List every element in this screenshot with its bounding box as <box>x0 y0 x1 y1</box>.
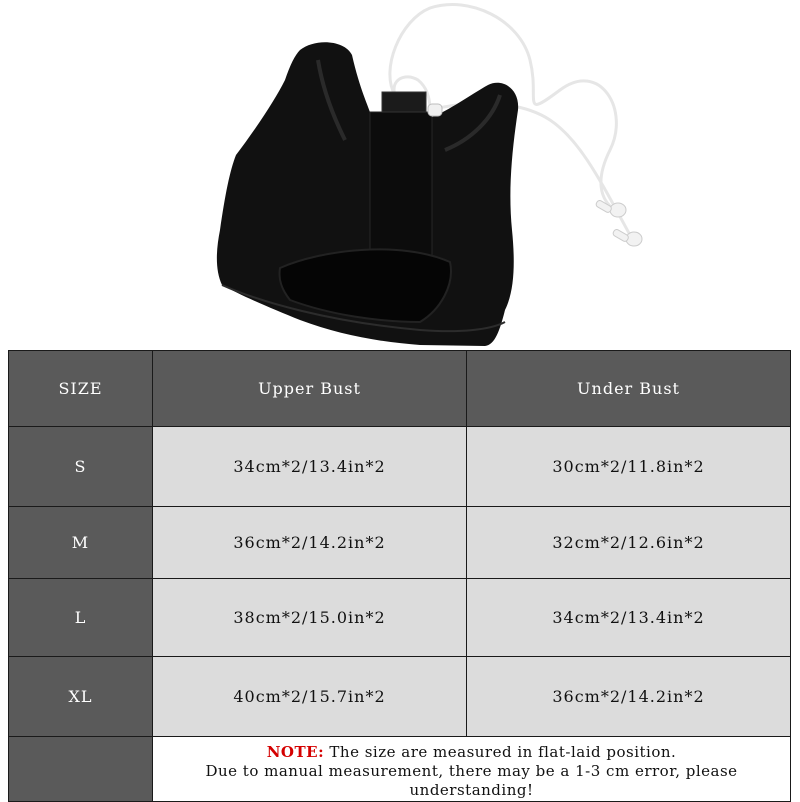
size-label: L <box>9 579 153 657</box>
measurement-note <box>153 737 791 802</box>
note-line-2: Due to manual measurement, there may be a 1-3 cm error, please understanding! <box>205 762 738 799</box>
header-upper-bust: Upper Bust <box>153 351 467 427</box>
size-label: M <box>9 507 153 579</box>
header-under-bust: Under Bust <box>467 351 791 427</box>
upper-bust-value: 38cm*2/15.0in*2 <box>153 579 467 657</box>
under-bust-value: 36cm*2/14.2in*2 <box>467 657 791 737</box>
note-row <box>9 737 791 802</box>
header-size: SIZE <box>9 351 153 427</box>
table-row <box>9 579 791 657</box>
note-line-1: The size are measured in flat-laid position. <box>324 743 677 761</box>
table-row <box>9 507 791 579</box>
sports-bra-with-earphones-image <box>0 0 800 350</box>
upper-bust-value: 40cm*2/15.7in*2 <box>153 657 467 737</box>
table-row <box>9 427 791 507</box>
size-label: XL <box>9 657 153 737</box>
upper-bust-value: 34cm*2/13.4in*2 <box>153 427 467 507</box>
under-bust-value: 32cm*2/12.6in*2 <box>467 507 791 579</box>
table-row <box>9 657 791 737</box>
size-label: S <box>9 427 153 507</box>
under-bust-value: 34cm*2/13.4in*2 <box>467 579 791 657</box>
under-bust-value: 30cm*2/11.8in*2 <box>467 427 791 507</box>
upper-bust-value: 36cm*2/14.2in*2 <box>153 507 467 579</box>
table-header-row <box>9 351 791 427</box>
note-spacer <box>9 737 153 802</box>
size-chart-table <box>8 350 791 802</box>
product-image <box>0 0 800 350</box>
note-label: NOTE: <box>266 743 325 761</box>
